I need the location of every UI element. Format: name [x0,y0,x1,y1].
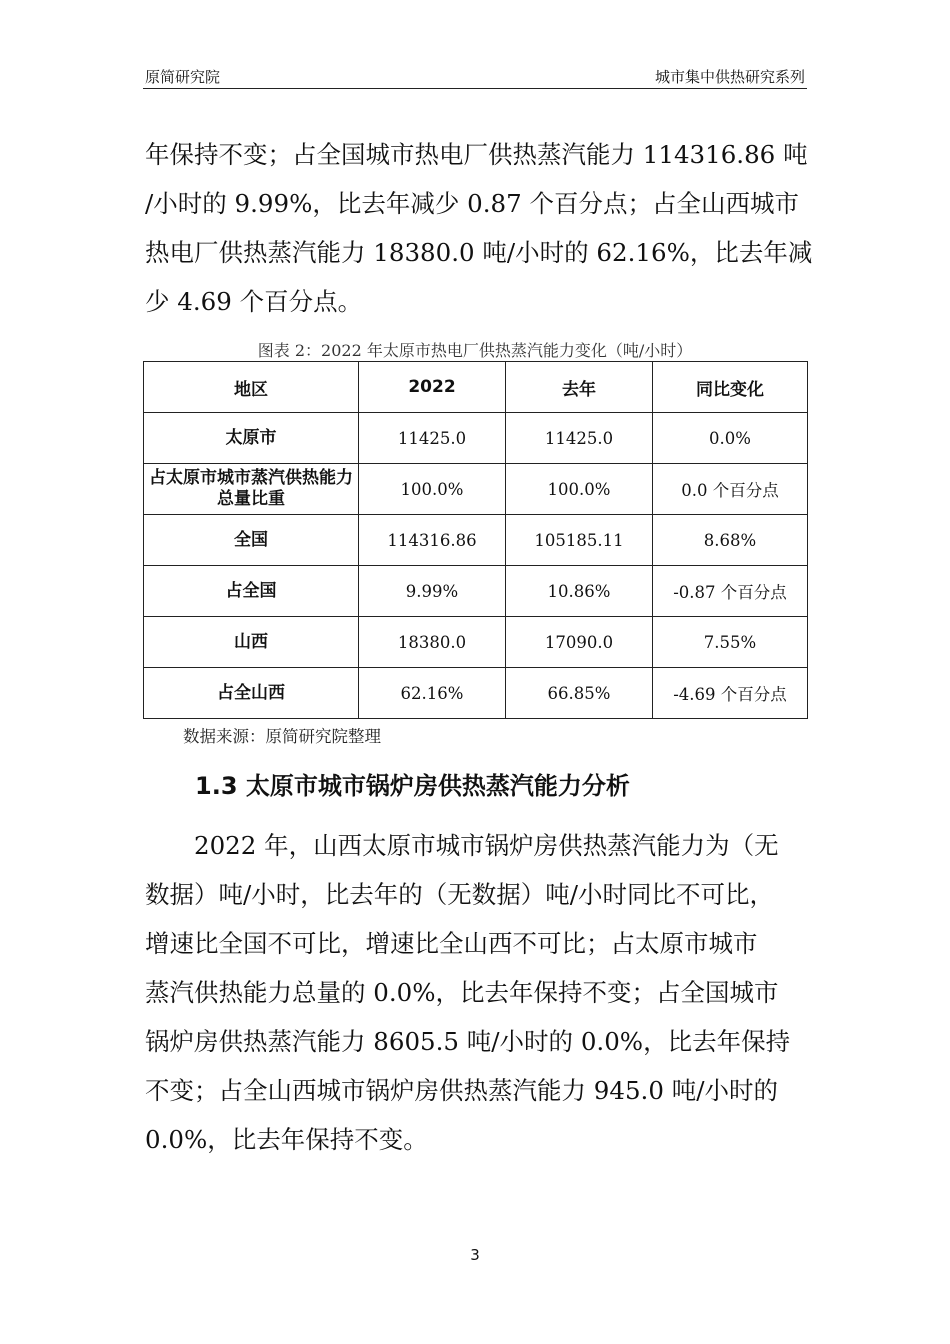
paragraph-line: 数据）吨/小时，比去年的（无数据）吨/小时同比不可比， [145,880,775,909]
header-divider [143,88,807,89]
cell-yoy-change: -0.87 个百分点 [653,566,808,617]
row-label: 山西 [144,617,359,668]
cell-2022: 11425.0 [359,413,506,464]
table-caption: 图表 2：2022 年太原市热电厂供热蒸汽能力变化（吨/小时） [257,341,693,360]
column-header-last-year: 去年 [506,362,653,413]
header-publisher: 原简研究院 [145,68,221,86]
paragraph-line: 热电厂供热蒸汽能力 18380.0 吨/小时的 62.16%，比去年减 [145,238,813,267]
paragraph-line: 增速比全国不可比，增速比全山西不可比；占太原市城市 [145,929,758,958]
paragraph-line: 2022 年，山西太原市城市锅炉房供热蒸汽能力为（无 [145,831,779,860]
cell-yoy-change: 0.0% [653,413,808,464]
paragraph-line: 年保持不变；占全国城市热电厂供热蒸汽能力 114316.86 吨 [145,140,808,169]
table-header-row [144,362,808,413]
cell-yoy-change: 0.0 个百分点 [653,464,808,515]
cell-last-year: 17090.0 [506,617,653,668]
paragraph-thermal-plant [145,130,817,326]
cell-yoy-change: 8.68% [653,515,808,566]
cell-yoy-change: 7.55% [653,617,808,668]
paragraph-boiler-room [145,821,817,1164]
paragraph-line: 锅炉房供热蒸汽能力 8605.5 吨/小时的 0.0%，比去年保持 [145,1027,791,1056]
row-label: 占太原市城市蒸汽供热能力总量比重 [144,464,359,515]
cell-last-year: 100.0% [506,464,653,515]
paragraph-line: 0.0%，比去年保持不变。 [145,1125,428,1154]
capacity-table [143,361,808,719]
row-label: 太原市 [144,413,359,464]
paragraph-line: 不变；占全山西城市锅炉房供热蒸汽能力 945.0 吨/小时的 [145,1076,778,1105]
paragraph-line: 蒸汽供热能力总量的 0.0%，比去年保持不变；占全国城市 [145,978,779,1007]
table-row [144,617,808,668]
cell-2022: 18380.0 [359,617,506,668]
column-header-2022: 2022 [359,362,506,413]
cell-last-year: 105185.11 [506,515,653,566]
cell-2022: 9.99% [359,566,506,617]
table-source-note: 数据来源：原简研究院整理 [183,727,381,746]
row-label: 占全国 [144,566,359,617]
table-row [144,566,808,617]
cell-yoy-change: -4.69 个百分点 [653,668,808,719]
cell-2022: 100.0% [359,464,506,515]
header-series-title: 城市集中供热研究系列 [654,68,805,86]
column-header-region: 地区 [144,362,359,413]
cell-last-year: 10.86% [506,566,653,617]
paragraph-line: 少 4.69 个百分点。 [145,287,363,316]
cell-last-year: 66.85% [506,668,653,719]
paragraph-line: /小时的 9.99%，比去年减少 0.87 个百分点；占全山西城市 [145,189,799,218]
cell-2022: 62.16% [359,668,506,719]
section-heading: 1.3 太原市城市锅炉房供热蒸汽能力分析 [195,772,630,800]
table-row [144,668,808,719]
cell-2022: 114316.86 [359,515,506,566]
table-row [144,413,808,464]
table-row [144,464,808,515]
table-row [144,515,808,566]
page-number: 3 [470,1246,480,1264]
cell-last-year: 11425.0 [506,413,653,464]
row-label: 占全山西 [144,668,359,719]
row-label: 全国 [144,515,359,566]
column-header-yoy-change: 同比变化 [653,362,808,413]
